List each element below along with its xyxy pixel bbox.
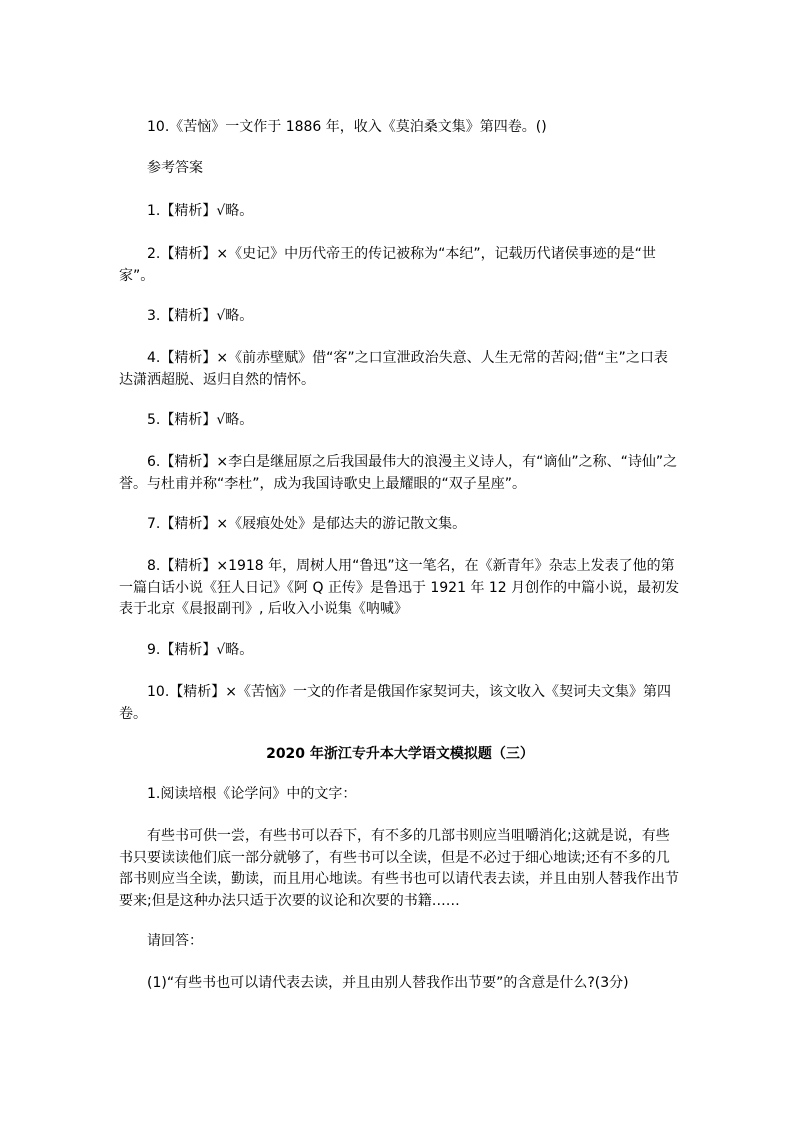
answer-7: 7.【精析】×《屐痕处处》是郁达夫的游记散文集。 — [147, 516, 467, 532]
answer-2: 2.【精析】×《史记》中历代帝王的传记被称为“本纪”，记载历代诸侯事迹的是“世家”。 — [119, 246, 656, 284]
answer-5: 5.【精析】√略。 — [147, 412, 254, 428]
question-10: 10.《苦恼》一文作于 1886 年，收入《莫泊桑文集》第四卷。() — [147, 119, 547, 135]
answer-10: 10.【精析】×《苦恼》一文的作者是俄国作家契诃夫，该文收入《契诃夫文集》第四卷。 — [119, 684, 671, 722]
section-title: 2020 年浙江专升本大学语文模拟题（三） — [266, 746, 534, 762]
answer-4: 4.【精析】×《前赤壁赋》借“客”之口宣泄政治失意、人生无常的苦闷;借“主”之口表达潇洒超脱、返归自然的情怀。 — [119, 350, 668, 388]
reading-passage: 有些书可供一尝，有些书可以吞下，有不多的几部书则应当咀嚼消化;这就是说，有些书只要读读他们底一部分就够了，有些书可以全读，但是不必过于细心地读;还有不多的几部书则应当全读，勤读，而且用心地读。有些书也可以请代表去读，并且由别人替我作出节要来;但是这种办法只适于次要的议论和次要的书籍…… — [119, 828, 679, 909]
answers-heading: 参考答案 — [147, 160, 203, 176]
sub-question-1: (1)“有些书也可以请代表去读，并且由别人替我作出节要”的含意是什么?(3分) — [147, 975, 629, 991]
answer-1: 1.【精析】√略。 — [147, 203, 254, 219]
please-answer: 请回答： — [147, 933, 203, 949]
answer-3: 3.【精析】√略。 — [147, 308, 254, 324]
answer-8: 8.【精析】×1918 年，周树人用“鲁迅”这一笔名，在《新青年》杂志上发表了他的第一篇白话小说《狂人日记》《阿 Q 正传》是鲁迅于 1921 年 12 月创作的中篇小说，最初发表于北京《晨报副刊》, 后收入小说集《呐喊》 — [119, 558, 680, 617]
answer-9: 9.【精析】√略。 — [147, 642, 254, 658]
question-1: 1.阅读培根《论学问》中的文字： — [147, 786, 357, 802]
answer-6: 6.【精析】×李白是继屈原之后我国最伟大的浪漫主义诗人，有“谪仙”之称、“诗仙”之誉。与杜甫并称“李杜”，成为我国诗歌史上最耀眼的“双子星座”。 — [119, 454, 678, 492]
